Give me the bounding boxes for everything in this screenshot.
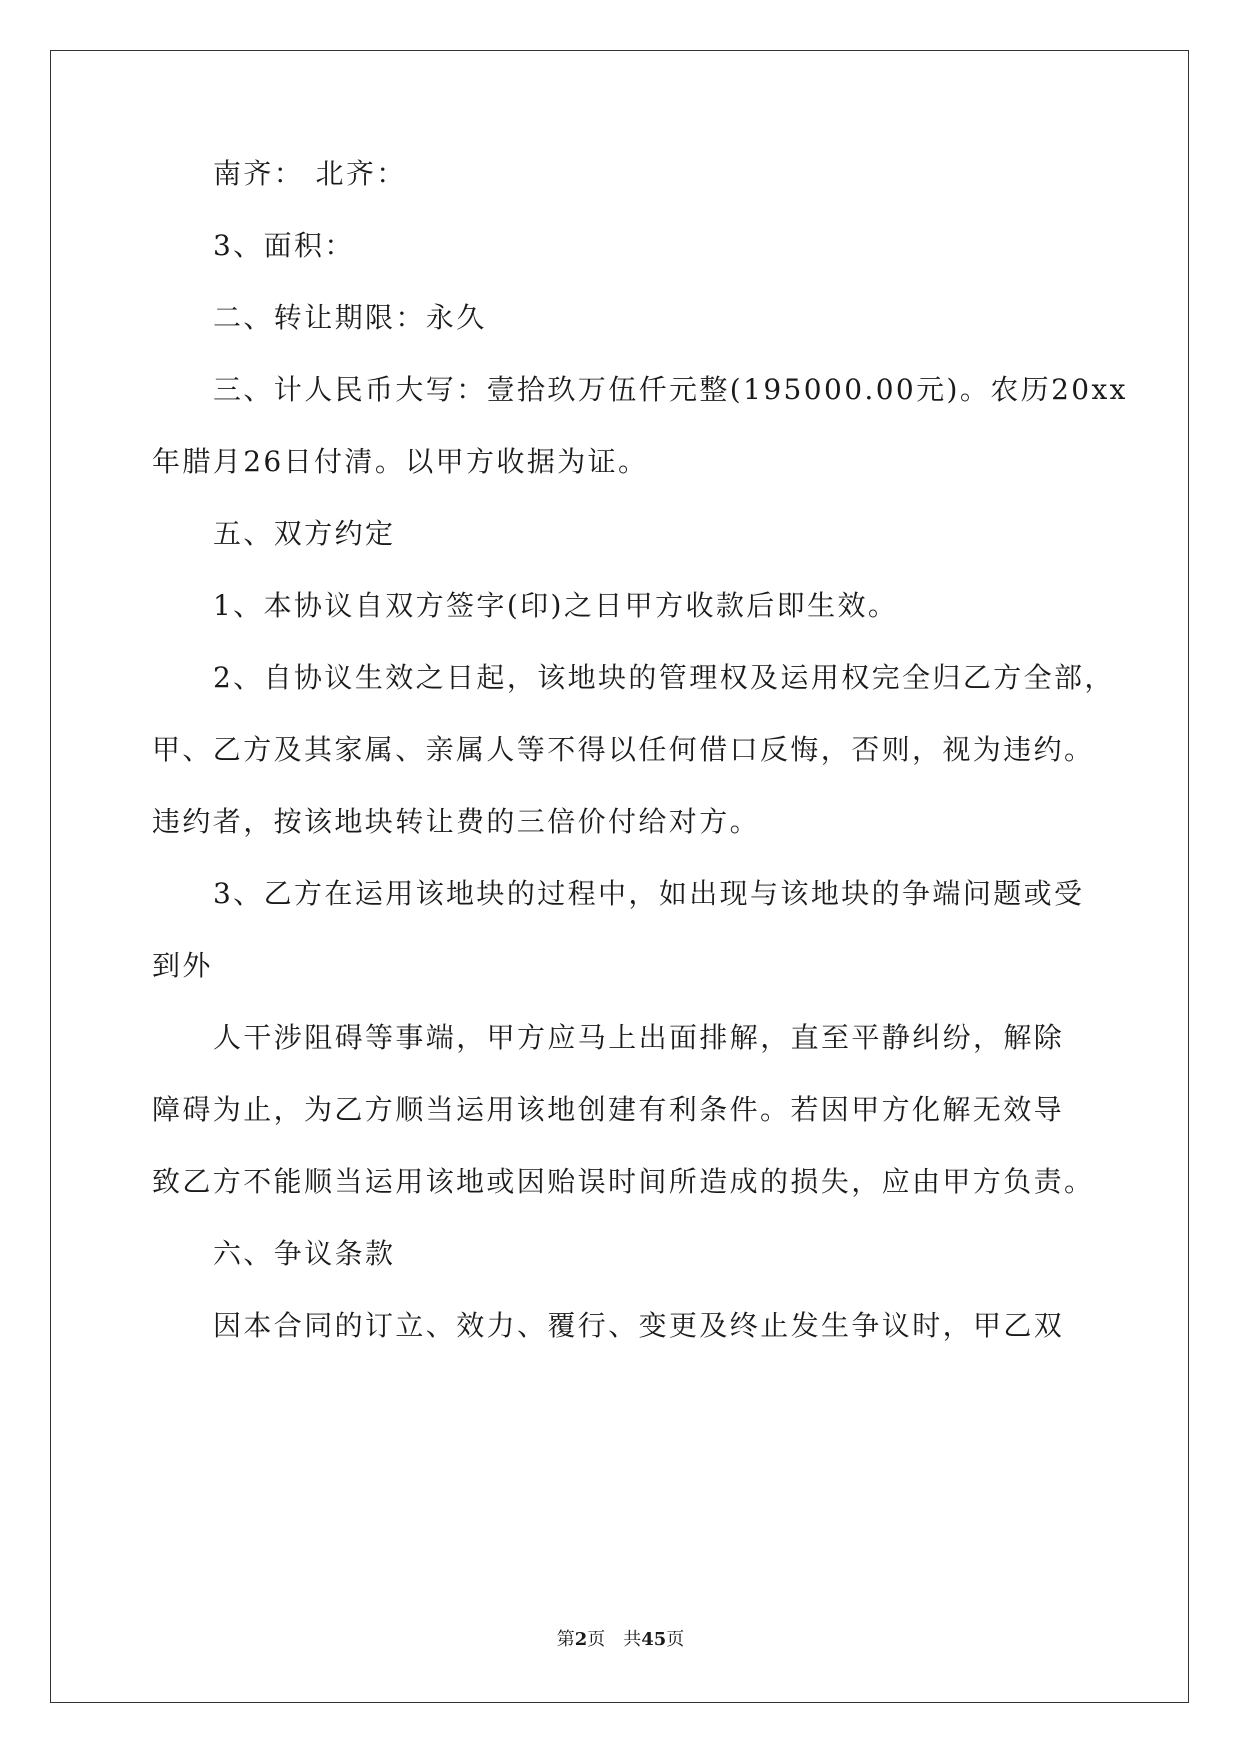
page-total: 共45页 <box>623 1629 685 1650</box>
page-number: 第2页 <box>556 1629 606 1650</box>
heading-mutual-agreement: 五、双方约定 <box>213 517 396 550</box>
clause-2-line-3: 违约者，按该地块转让费的三倍价付给对方。 <box>152 805 761 838</box>
clause-2-line-2: 甲、乙方及其家属、亲属人等不得以任何借口反悔，否则，视为违约。 <box>152 733 1095 766</box>
clause-3-line-4: 障碍为止，为乙方顺当运用该地创建有利条件。若因甲方化解无效导 <box>152 1093 1065 1126</box>
clause-3-line-2: 到外 <box>152 949 213 982</box>
heading-transfer-term: 二、转让期限：永久 <box>213 301 487 334</box>
clause-2-line-1: 2、自协议生效之日起，该地块的管理权及运用权完全归乙方全部， <box>213 661 1115 694</box>
clause-3-line-3: 人干涉阻碍等事端，甲方应马上出面排解，直至平静纠纷，解除 <box>213 1021 1065 1054</box>
line-payment-amount: 三、计人民币大写：壹拾玖万伍仟元整(195000.00元)。农历20xx <box>213 373 1128 406</box>
line-area: 3、面积： <box>213 229 355 262</box>
heading-dispute-clause: 六、争议条款 <box>213 1237 396 1270</box>
clause-1: 1、本协议自双方签字(印)之日甲方收款后即生效。 <box>213 589 899 622</box>
page-footer <box>0 1628 1241 1652</box>
clause-3-line-5: 致乙方不能顺当运用该地或因贻误时间所造成的损失，应由甲方负责。 <box>152 1165 1095 1198</box>
line-boundary-south-north: 南齐： 北齐： <box>213 157 407 190</box>
clause-3-line-1: 3、乙方在运用该地块的过程中，如出现与该地块的争端问题或受 <box>213 877 1085 910</box>
dispute-clause-line-1: 因本合同的订立、效力、覆行、变更及终止发生争议时，甲乙双 <box>213 1309 1065 1342</box>
line-payment-date: 年腊月26日付清。以甲方收据为证。 <box>152 445 649 478</box>
